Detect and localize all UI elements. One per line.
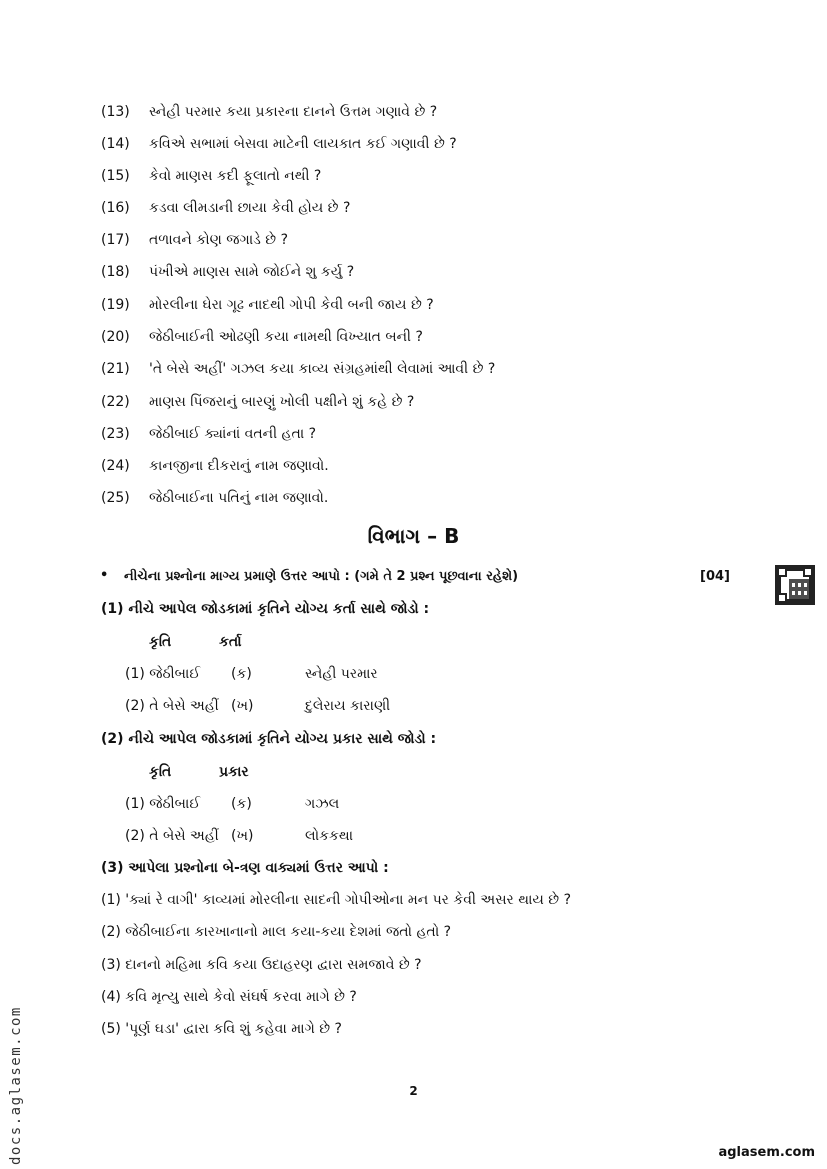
match2-row2-left: (2) તે બેસે અહીં [125, 828, 219, 844]
match2-col-kruti: કૃતિ [149, 764, 172, 780]
question-number: (18) [101, 264, 130, 280]
short-question: (3) દાનનો મહિમા કવિ કયા ઉદાહરણ દ્વારા સમજાવે છે ? [101, 957, 422, 973]
match1-row2-right: દુલેરાય કારાણી [305, 698, 391, 714]
question-number: (22) [101, 394, 130, 410]
match2-row1-left: (1) જેઠીબાઈ [125, 796, 201, 812]
marks: [04] [700, 569, 730, 584]
match2-heading: (2) નીચે આપેલ જોડકામાં કૃતિને યોગ્ય પ્રકાર સાથે જોડો : [101, 731, 437, 747]
question-text: કેવો માણસ કદી ફૂલાતો નથી ? [149, 168, 322, 184]
match2-row1-right: ગઝલ [305, 796, 340, 812]
question-number: (24) [101, 458, 130, 474]
question-text: જેઠીબાઈની ઓઢણી કયા નામથી વિખ્યાત બની ? [149, 329, 423, 345]
short-question: (2) જેઠીબાઈના કારખાનાનો માલ કયા-કયા દેશમાં જતો હતો ? [101, 924, 452, 940]
question-number: (14) [101, 136, 130, 152]
question-text: સ્નેહી પરમાર કયા પ્રકારના દાનને ઉત્તમ ગણાવે છે ? [149, 104, 438, 120]
bullet: • [100, 568, 109, 583]
question-number: (17) [101, 232, 130, 248]
question-number: (16) [101, 200, 130, 216]
short-question: (4) કવિ મૃત્યુ સાથે કેવો સંઘર્ષ કરવા માગે છે ? [101, 989, 357, 1005]
page-number: 2 [409, 1084, 418, 1098]
question-text: 'તે બેસે અહીં' ગઝલ કયા કાવ્ય સંગ્રહમાંથી લેવામાં આવી છે ? [149, 361, 496, 377]
question-text: પંખીએ માણસ સામે જોઈને શુ કર્યુ ? [149, 264, 355, 280]
question-number: (20) [101, 329, 130, 345]
match1-col-kruti: કૃતિ [149, 634, 172, 650]
question-number: (15) [101, 168, 130, 184]
match2-col-prakar: પ્રકાર [219, 764, 249, 780]
match1-row1-left: (1) જેઠીબાઈ [125, 666, 201, 682]
match1-heading: (1) નીચે આપેલ જોડકામાં કૃતિને યોગ્ય કર્તા સાથે જોડો : [101, 601, 430, 617]
question-text: જેઠીબાઈના પતિનું નામ જણાવો. [149, 490, 329, 506]
question-text: માણસ પિંજરાનું બારણું ખોલી પક્ષીને શું કહે છે ? [149, 394, 415, 410]
question-number: (21) [101, 361, 130, 377]
short-heading: (3) આપેલા પ્રશ્નોના બે-ત્રણ વાક્યમાં ઉત્તર આપો : [101, 860, 389, 876]
question-number: (23) [101, 426, 130, 442]
section-instruction: નીચેના પ્રશ્નોના માગ્ય પ્રમાણે ઉત્તર આપો : (ગમે તે 2 પ્રશ્ન પૂછવાના રહેશે) [124, 569, 519, 584]
match2-row1-mid: (ક) [231, 796, 252, 812]
match2-row2-mid: (ખ) [231, 828, 254, 844]
question-number: (13) [101, 104, 130, 120]
section-title: વિભાગ – B [367, 524, 460, 548]
watermark: docs.aglasem.com [8, 1006, 24, 1165]
question-number: (19) [101, 297, 130, 313]
question-text: કાનજીના દીકરાનું નામ જણાવો. [149, 458, 329, 474]
match1-col-karta: કર્તા [219, 634, 242, 650]
question-text: તળાવને કોણ જગાડે છે ? [149, 232, 289, 248]
match2-row2-right: લોકકથા [305, 828, 354, 844]
short-question: (1) 'ક્યાં રે વાગી' કાવ્યમાં મોરલીના સાદની ગોપીઓના મન પર કેવી અસર થાય છે ? [101, 892, 572, 908]
match1-row2-left: (2) તે બેસે અહીં [125, 698, 219, 714]
match1-row1-right: સ્નેહી પરમાર [305, 666, 378, 682]
question-text: જેઠીબાઈ ક્યાંનાં વતની હતા ? [149, 426, 317, 442]
question-text: કવિએ સભામાં બેસવા માટેની લાયકાત કઈ ગણાવી છે ? [149, 136, 457, 152]
match1-row1-mid: (ક) [231, 666, 252, 682]
question-text: મોરલીના ઘેરા ગૂઢ નાદથી ગોપી કેવી બની જાય છે ? [149, 297, 434, 313]
qr-code [775, 565, 815, 605]
match1-row2-mid: (ખ) [231, 698, 254, 714]
question-number: (25) [101, 490, 130, 506]
short-question: (5) 'પૂર્ણ ઘડા' દ્વારા કવિ શું કહેવા માગે છે ? [101, 1021, 342, 1037]
question-text: કડવા લીમડાની છાયા કેવી હોય છે ? [149, 200, 351, 216]
brand-label: aglasem.com [718, 1145, 815, 1160]
